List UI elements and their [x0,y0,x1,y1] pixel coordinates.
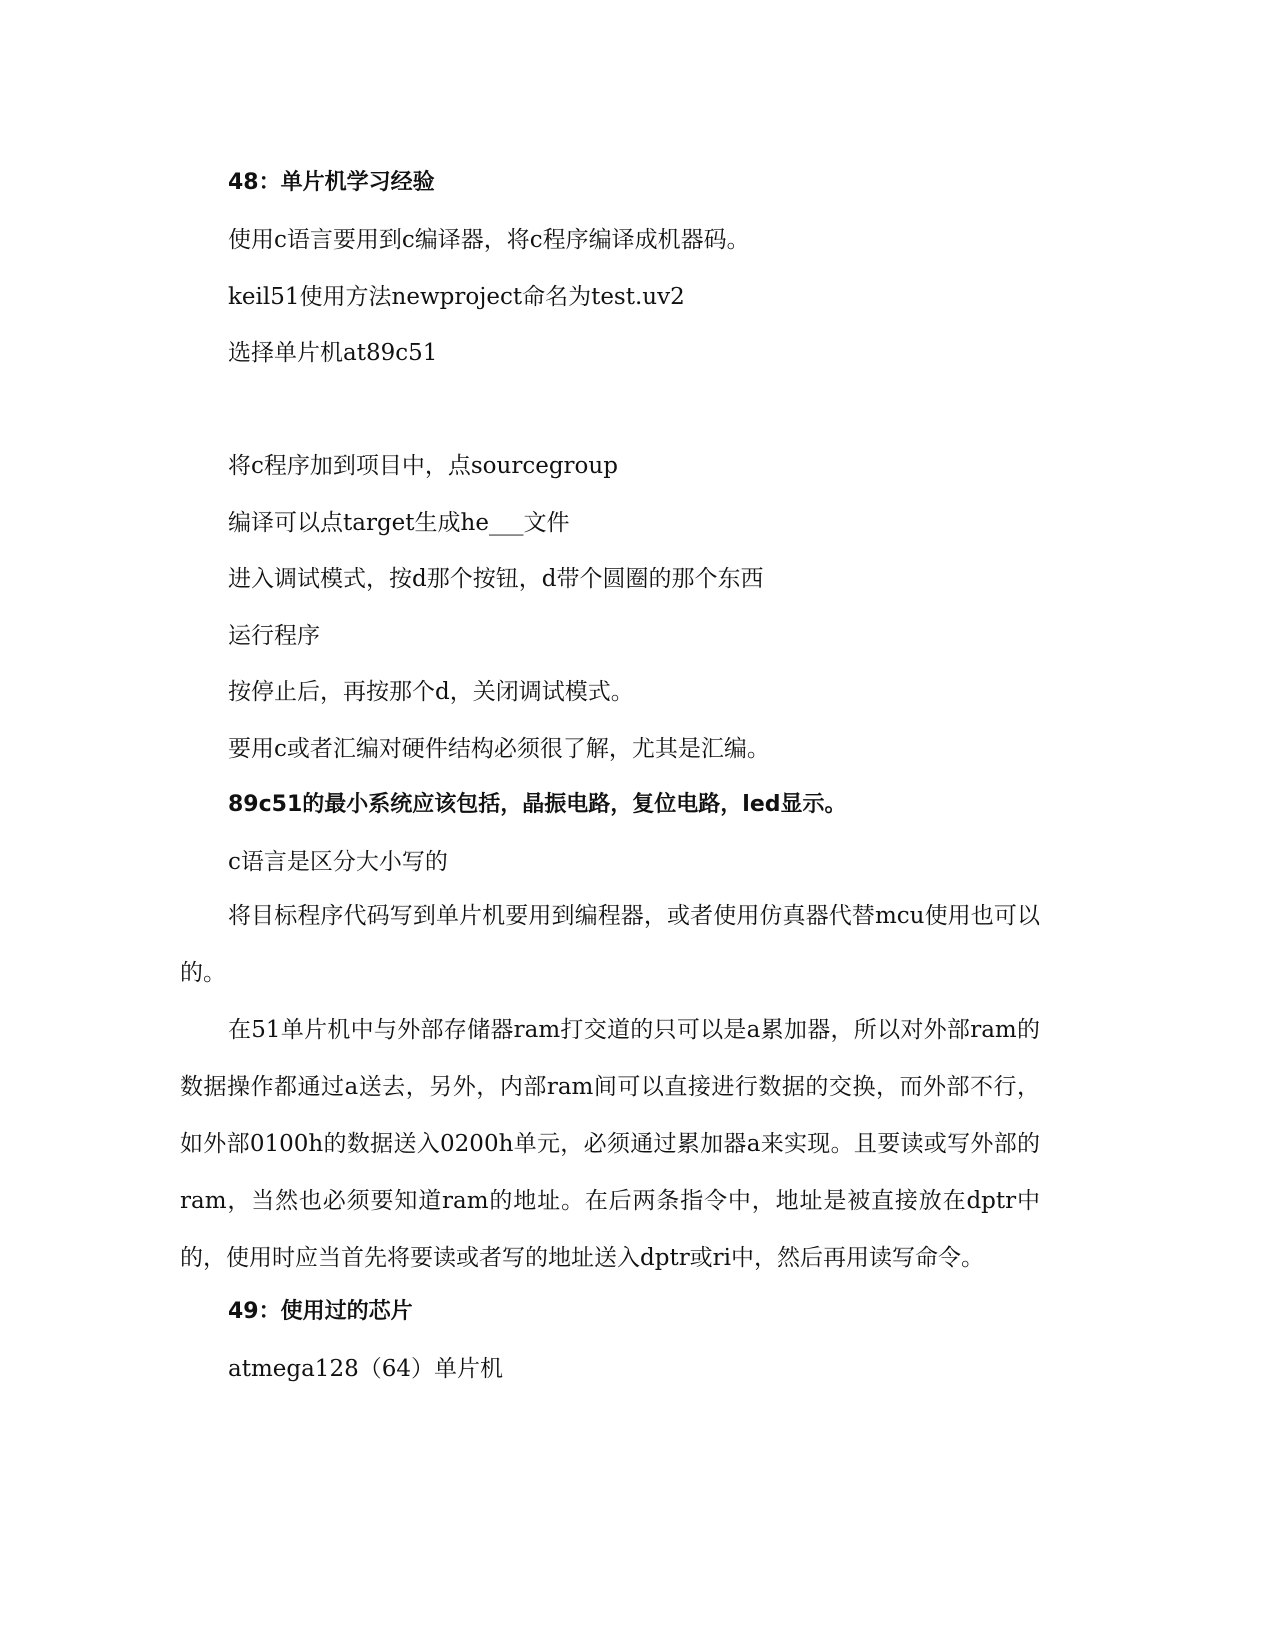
paragraph-programmer: 将目标程序代码写到单片机要用到编程器，或者使用仿真器代替mcu使用也可以的。 [180,903,1040,986]
text-line: keil51使用方法newproject命名为test.uv2 [228,284,685,310]
paragraph-external-ram: 在51单片机中与外部存储器ram打交道的只可以是a累加器，所以对外部ram的数据操作都通过a送去，另外，内部ram间可以直接进行数据的交换，而外部不行，如外部0100h的数据送入0200h单元，必须通过累加器a来实现。且要读或写外部的ram，当然也必须要知道ram的地址。在后两条指令中，地址是被直接放在dptr中的，使用时应当首先将要读或者写的地址送入dptr或ri中，然后再用读写命令。 [180,1017,1040,1271]
text-line: atmega128（64）单片机 [228,1356,503,1382]
text-line: 运行程序 [228,623,320,649]
text-line: 进入调试模式，按d那个按钮，d带个圆圈的那个东西 [228,566,764,592]
text-line: 按停止后，再按那个d，关闭调试模式。 [228,679,634,705]
text-line: 将c程序加到项目中，点sourcegroup [228,453,618,479]
text-line: 使用c语言要用到c编译器，将c程序编译成机器码。 [228,227,750,253]
text-line: 编译可以点target生成he___文件 [228,510,570,536]
section-heading-49: 49：使用过的芯片 [228,1299,413,1324]
text-line: 选择单片机at89c51 [228,340,438,366]
bold-text-line: 89c51的最小系统应该包括，晶振电路，复位电路，led显示。 [228,792,847,817]
text-line: 要用c或者汇编对硬件结构必须很了解，尤其是汇编。 [228,736,770,762]
section-heading-48: 48：单片机学习经验 [228,170,435,195]
text-line: c语言是区分大小写的 [228,849,448,875]
